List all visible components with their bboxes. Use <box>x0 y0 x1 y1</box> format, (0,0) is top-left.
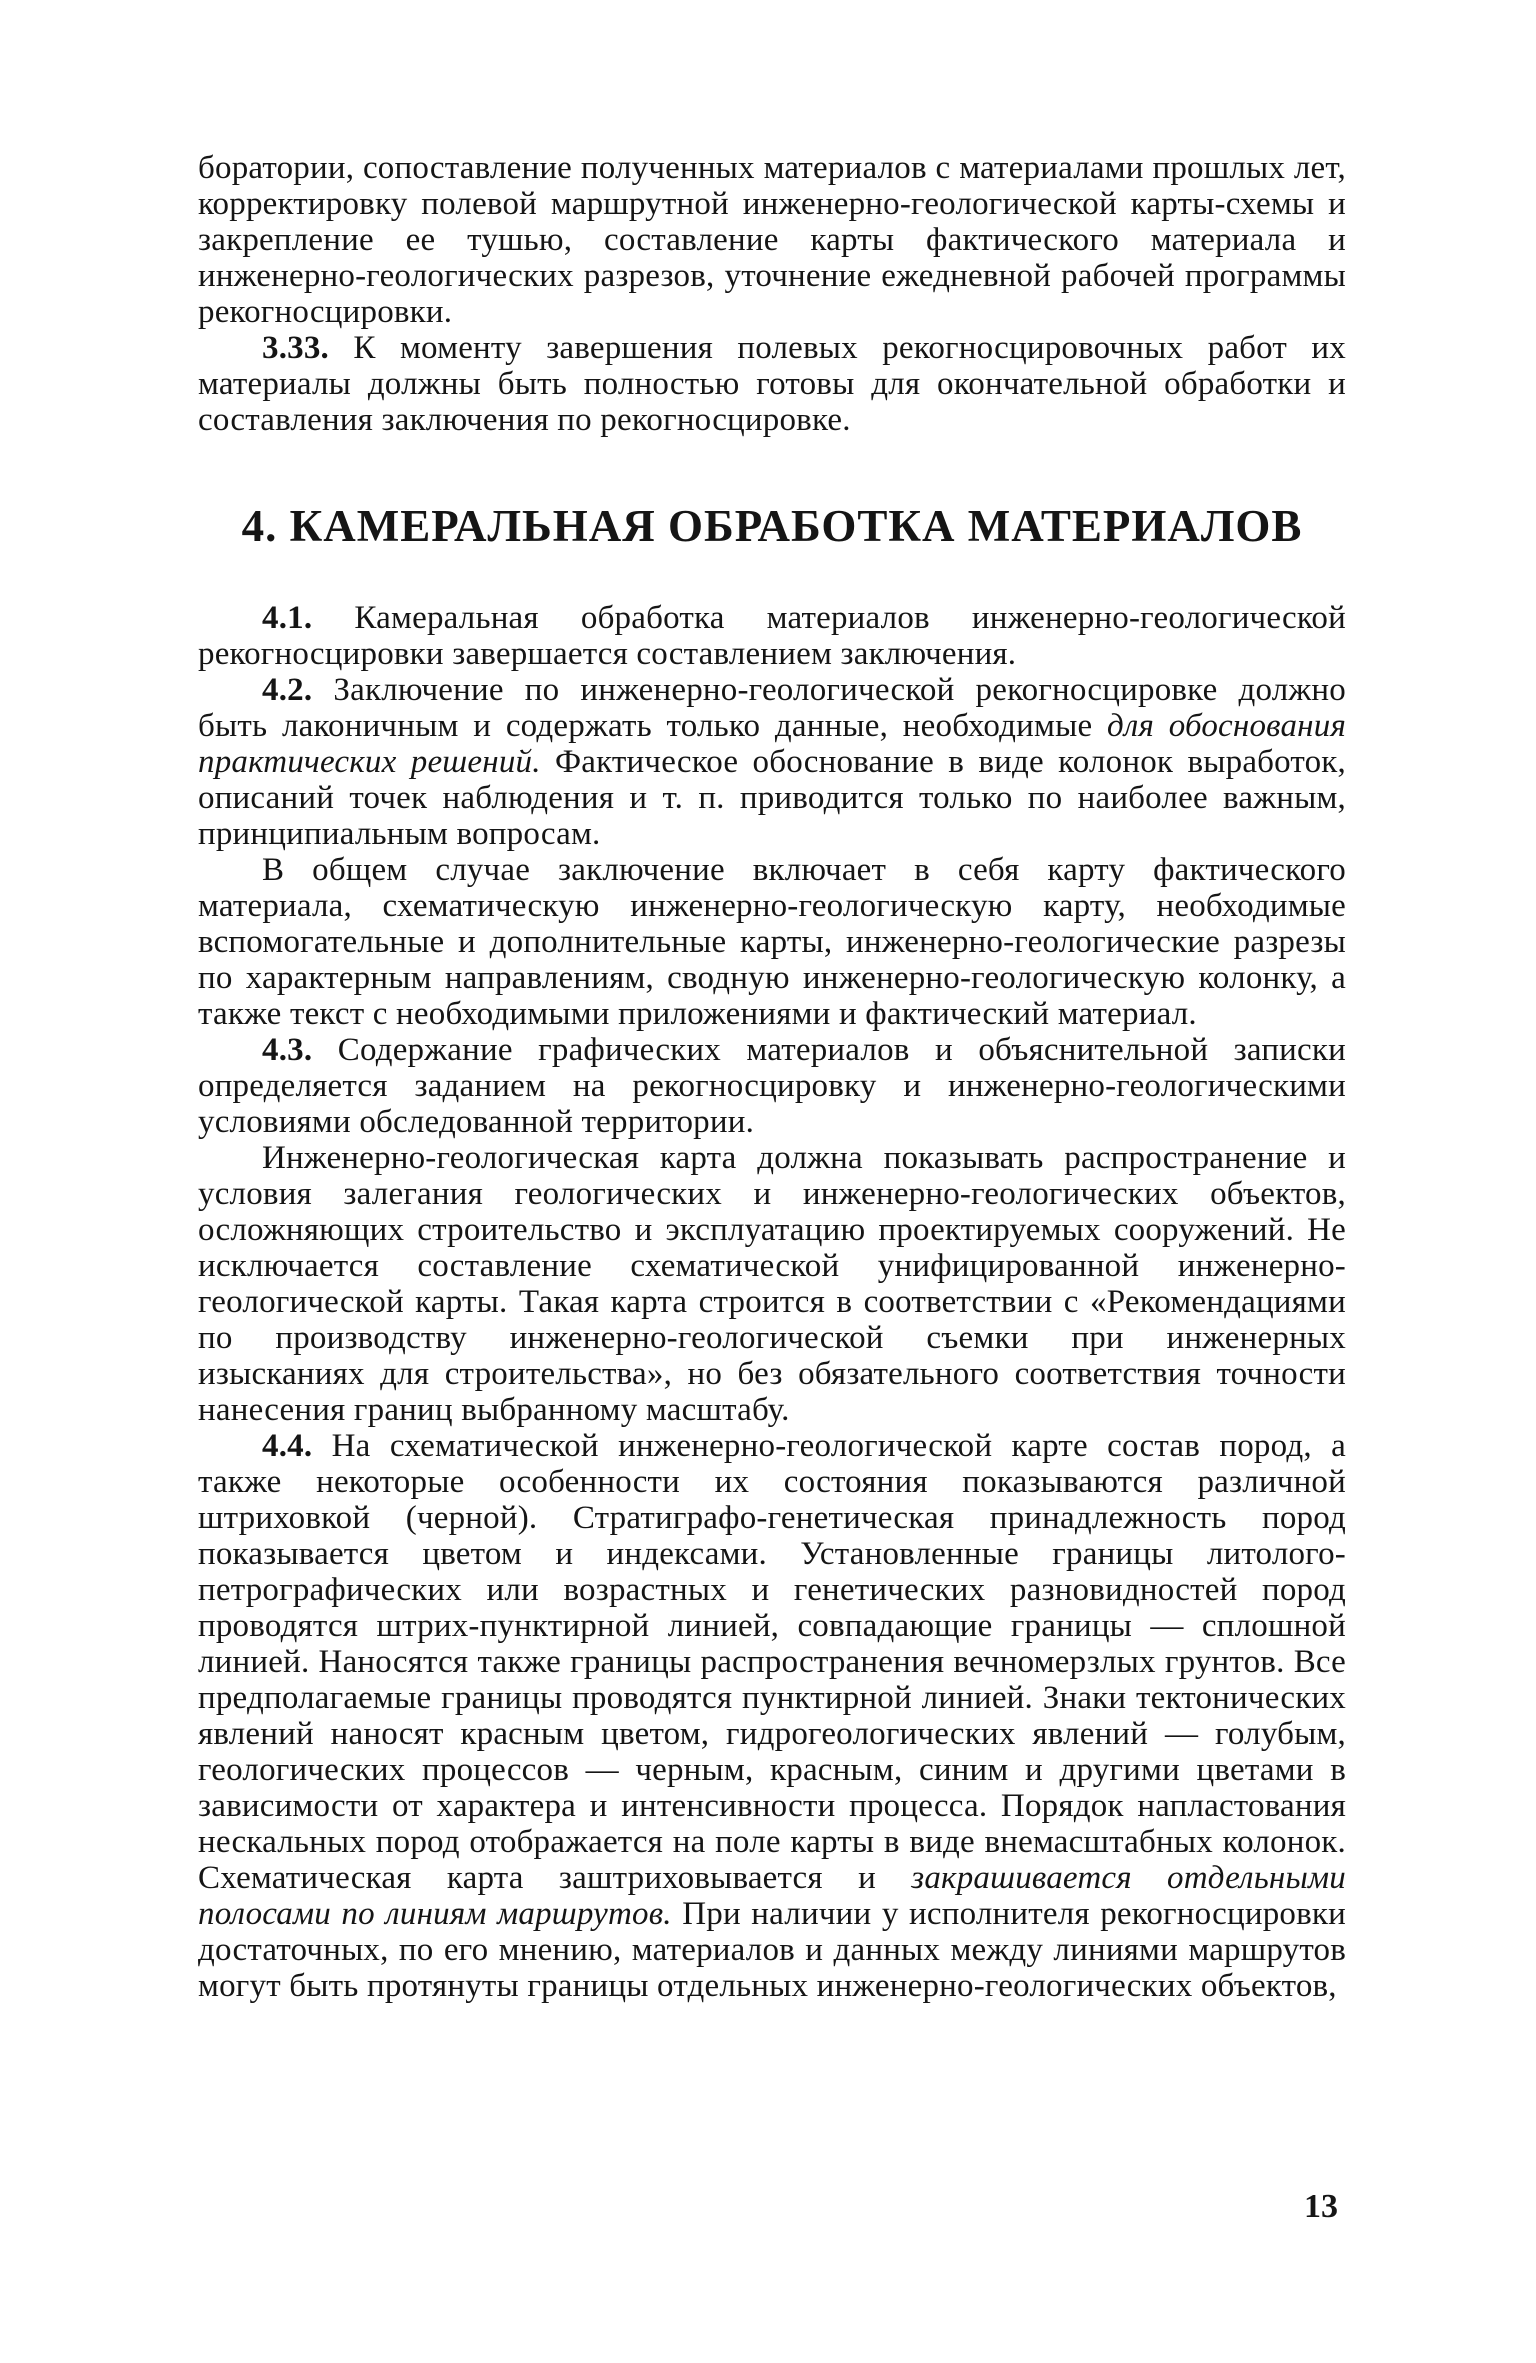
section-heading: 4. КАМЕРАЛЬНАЯ ОБРАБОТКА МАТЕРИАЛОВ <box>241 501 1303 551</box>
paragraph-text: Заключение по инженерно-геологической рекогносцировке должно быть лаконичным и содержать только данные, необходимые <box>198 672 1346 744</box>
paragraph-number: 3.33. <box>262 330 329 366</box>
paragraph-number: 4.3. <box>262 1032 313 1068</box>
paragraph-4-2 <box>198 672 1346 852</box>
paragraph-4-3-continued: Инженерно-геологическая карта должна показывать распространение и условия залегания геологических и инженерно-геологических объектов, осложняющих строительство и эксплуатацию проектируемых сооружений. Не исключается составление схематической унифицированной инженерно-геологической карты. Такая карта строится в соответствии с «Рекомендациями по производству инженерно-геологической съемки при инженерных изысканиях для строительства», но без обязательного соответствия точности нанесения границ выбранному масштабу. <box>198 1140 1346 1428</box>
paragraph-text: Фактическое обоснование в виде колонок выработок, описаний точек наблюдения и т. п. приводится только по наиболее важным, принципиальным вопросам. <box>198 744 1346 852</box>
paragraph-italic-text: для обоснования практических решений. <box>198 708 1346 780</box>
paragraph-number: 4.2. <box>262 672 313 708</box>
document-page <box>198 150 1346 2004</box>
paragraph-text: Содержание графических материалов и объяснительной записки определяется заданием на рекогносцировку и инженерно-геологическими условиями обследованной территории. <box>198 1032 1346 1140</box>
paragraph-4-3 <box>198 1032 1346 1140</box>
page-number: 13 <box>1304 2188 1338 2225</box>
paragraph-italic-text: закрашивается отдельными полосами по линиям маршрутов. <box>198 1860 1346 1932</box>
paragraph-text: На схематической инженерно-геологической карте состав пород, а также некоторые особенности их состояния показываются различной штриховкой (черной). Стратиграфо-генетическая принадлежность пород показывается цветом и индексами. Установленные границы литолого-петрографических или возрастных и генетических разновидностей пород проводятся штрих-пунктирной линией, совпадающие границы — сплошной линией. Наносятся также границы распространения вечномерзлых грунтов. Все предполагаемые границы проводятся пунктирной линией. Знаки тектонических явлений наносят красным цветом, гидрогеологических явлений — голубым, геологических процессов — черным, красным, синим и другими цветами в зависимости от характера и интенсивности процесса. Порядок напластования нескальных пород отображается на поле карты в виде внемасштабных колонок. Схематическая карта заштриховывается и <box>198 1428 1346 1896</box>
paragraph-text: Камеральная обработка материалов инженерно-геологической рекогносцировки завершается составлением заключения. <box>198 600 1346 672</box>
paragraph-number: 4.4. <box>262 1428 313 1464</box>
paragraph-4-2-continued: В общем случае заключение включает в себя карту фактического материала, схематическую инженерно-геологическую карту, необходимые вспомогательные и дополнительные карты, инженерно-геологические разрезы по характерным направлениям, сводную инженерно-геологическую колонку, а также текст с необходимыми приложениями и фактический материал. <box>198 852 1346 1032</box>
paragraph-4-4 <box>198 1428 1346 2004</box>
paragraph-4-1 <box>198 600 1346 672</box>
paragraph-text: К моменту завершения полевых рекогносцировочных работ их материалы должны быть полностью готовы для окончательной обработки и составления заключения по рекогносцировке. <box>198 330 1346 438</box>
paragraph-text: При наличии у исполнителя рекогносцировки достаточных, по его мнению, материалов и данных между линиями маршрутов могут быть протянуты границы отдельных инженерно-геологических объектов, <box>198 1896 1346 2004</box>
paragraph-number: 4.1. <box>262 600 313 636</box>
paragraph-3-33 <box>198 330 1346 438</box>
paragraph-continuation: боратории, сопоставление полученных материалов с материалами прошлых лет, корректировку полевой маршрутной инженерно-геологической карты-схемы и закрепление ее тушью, составление карты фактического материала и инженерно-геологических разрезов, уточнение ежедневной рабочей программы рекогносцировки. <box>198 150 1346 330</box>
